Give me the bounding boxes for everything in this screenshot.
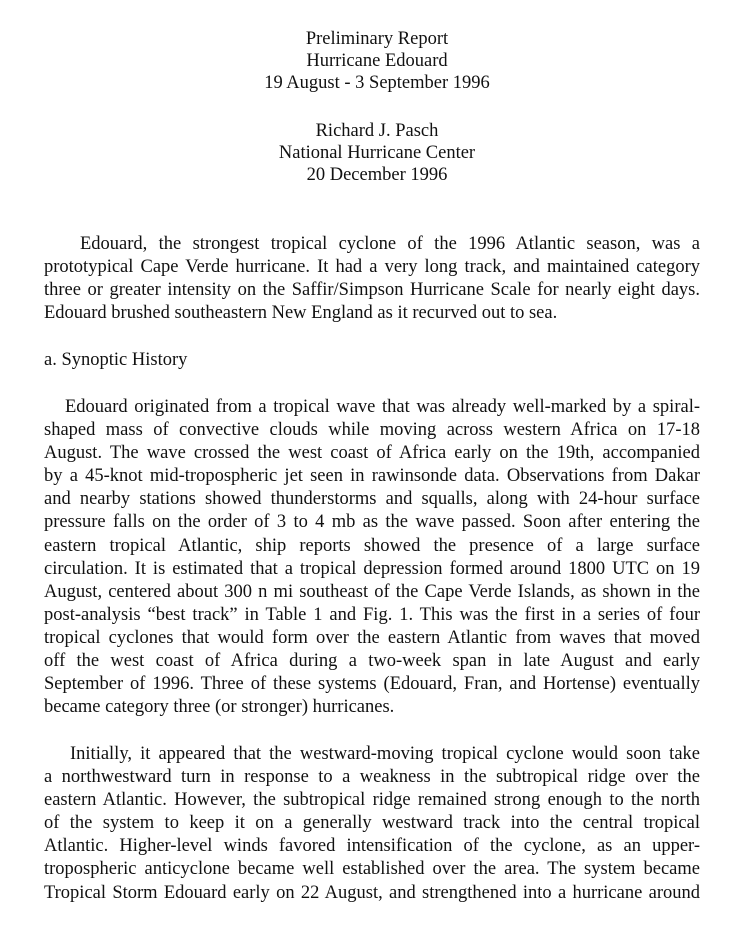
report-title: Preliminary Report	[305, 29, 449, 49]
intro-paragraph	[44, 233, 700, 325]
paragraph-line: prototypical Cape Verde hurricane. It had a very long track, and maintained category	[44, 257, 700, 278]
paragraph-line: of the system to keep it on a generally westward track into the central tropical	[44, 813, 700, 834]
paragraph-line: became category three (or stronger) hurricanes.	[44, 697, 395, 718]
author-block	[0, 120, 754, 186]
storm-name: Hurricane Edouard	[306, 51, 448, 71]
paragraph-line: tropospheric anticyclone became well established over the area. The system became	[44, 859, 700, 880]
paragraph-line: August, centered about 300 n mi southeast of the Cape Verde Islands, as shown in the	[44, 581, 700, 602]
paragraph-line: Atlantic. Higher-level winds favored intensification of the cyclone, as an upper-	[44, 836, 700, 857]
paragraph-line: tropical cyclones that would form over the eastern Atlantic from waves that moved	[44, 627, 700, 648]
paragraph-line: Tropical Storm Edouard early on 22 August, and strengthened into a hurricane around	[44, 882, 700, 903]
paragraph-line: off the west coast of Africa during a two-week span in late August and early	[44, 651, 700, 672]
paragraph-line: eastern Atlantic. However, the subtropical ridge remained strong enough to the north	[44, 790, 700, 811]
westward-track-paragraph	[44, 743, 700, 905]
author-organization: National Hurricane Center	[278, 143, 476, 163]
paragraph-line: Initially, it appeared that the westward-moving tropical cyclone would soon take	[70, 744, 700, 764]
paragraph-line: Edouard, the strongest tropical cyclone of the 1996 Atlantic season, was a	[80, 234, 700, 254]
storm-dates: 19 August - 3 September 1996	[264, 73, 490, 93]
paragraph-line: eastern tropical Atlantic, ship reports showed the presence of a large surface	[44, 535, 700, 556]
section-heading: a. Synoptic History	[44, 350, 188, 370]
paragraph-line: and nearby stations showed thunderstorms and squalls, along with 24-hour surface	[44, 489, 700, 510]
report-header	[0, 28, 754, 94]
paragraph-line: circulation. It is estimated that a tropical depression formed around 1800 UTC on 19	[44, 558, 700, 579]
synoptic-history-paragraph	[44, 396, 700, 719]
author-name: Richard J. Pasch	[315, 121, 439, 141]
paragraph-line: Edouard brushed southeastern New England as it recurved out to sea.	[44, 303, 558, 324]
paragraph-line: shaped mass of convective clouds while moving across western Africa on 17-18	[44, 420, 700, 441]
report-date: 20 December 1996	[306, 165, 448, 185]
paragraph-line: by a 45-knot mid-tropospheric jet seen in rawinsonde data. Observations from Dakar	[44, 466, 700, 487]
paragraph-line: September of 1996. Three of these systems (Edouard, Fran, and Hortense) eventually	[44, 674, 700, 695]
paragraph-line: post-analysis “best track” in Table 1 and Fig. 1. This was the first in a series of four	[44, 604, 700, 625]
paragraph-line: a northwestward turn in response to a weakness in the subtropical ridge over the	[44, 767, 700, 788]
paragraph-line: pressure falls on the order of 3 to 4 mb as the wave passed. Soon after entering the	[44, 512, 700, 533]
paragraph-line: August. The wave crossed the west coast of Africa early on the 19th, accompanied	[44, 443, 700, 464]
paragraph-line: Edouard originated from a tropical wave that was already well-marked by a spiral-	[65, 397, 700, 417]
paragraph-line: three or greater intensity on the Saffir/Simpson Hurricane Scale for nearly eight days.	[44, 280, 700, 301]
